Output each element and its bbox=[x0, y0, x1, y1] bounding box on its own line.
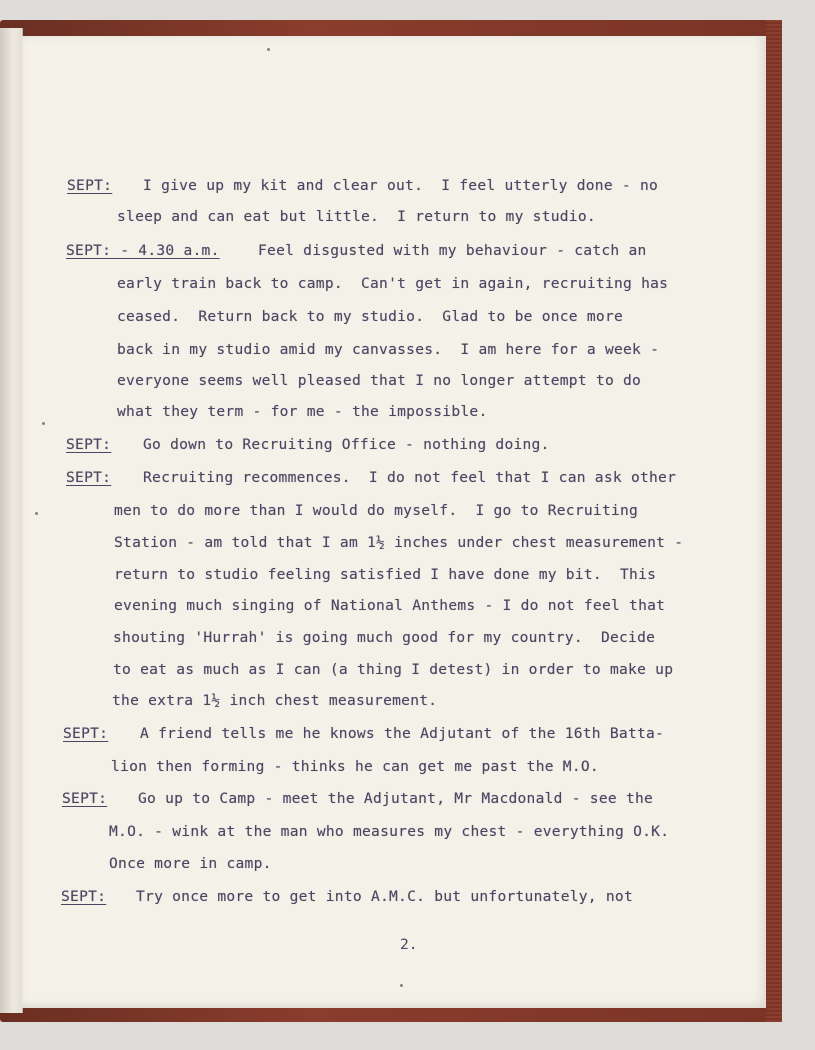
entry-line: Go up to Camp - meet the Adjutant, Mr Macdonald - see the bbox=[138, 790, 654, 807]
entry-line: what they term - for me - the impossible. bbox=[117, 403, 488, 420]
entry-line: sleep and can eat but little. I return to my studio. bbox=[117, 208, 596, 225]
entry-line: men to do more than I would do myself. I go to Recruiting bbox=[114, 502, 639, 519]
entry-line: shouting 'Hurrah' is going much good for my country. Decide bbox=[113, 629, 656, 646]
margin-speck bbox=[35, 512, 38, 515]
entry-date: SEPT: bbox=[63, 725, 109, 742]
entry-line: the extra 1½ inch chest measurement. bbox=[112, 692, 438, 709]
entry-line: Go down to Recruiting Office - nothing doing. bbox=[143, 436, 550, 453]
book-spine-edge bbox=[766, 20, 782, 1022]
entry-line: I give up my kit and clear out. I feel utterly done - no bbox=[143, 177, 659, 194]
entry-line: Try once more to get into A.M.C. but unfortunately, not bbox=[136, 888, 633, 905]
entry-date: SEPT: bbox=[66, 469, 112, 486]
page-number: 2. bbox=[400, 936, 418, 953]
entry-line: ceased. Return back to my studio. Glad to be once more bbox=[117, 308, 624, 325]
paper-speck bbox=[267, 48, 270, 51]
typed-page bbox=[22, 36, 766, 1008]
entry-line: A friend tells me he knows the Adjutant of the 16th Batta- bbox=[140, 725, 665, 742]
entry-date: SEPT: bbox=[67, 177, 113, 194]
entry-date: SEPT: bbox=[66, 436, 112, 453]
entry-line: everyone seems well pleased that I no longer attempt to do bbox=[117, 372, 642, 389]
entry-date: SEPT: bbox=[61, 888, 107, 905]
entry-line: Station - am told that I am 1½ inches under chest measurement - bbox=[114, 534, 684, 551]
left-page-edge bbox=[0, 28, 23, 1013]
entry-line: Once more in camp. bbox=[109, 855, 272, 872]
entry-line: evening much singing of National Anthems - I do not feel that bbox=[114, 597, 666, 614]
entry-line: Recruiting recommences. I do not feel that I can ask other bbox=[143, 469, 677, 486]
entry-date: SEPT: bbox=[62, 790, 108, 807]
entry-line: return to studio feeling satisfied I have done my bit. This bbox=[114, 566, 657, 583]
entry-line: M.O. - wink at the man who measures my chest - everything O.K. bbox=[109, 823, 670, 840]
entry-line: Feel disgusted with my behaviour - catch an bbox=[258, 242, 647, 259]
entry-date: SEPT: - 4.30 a.m. bbox=[66, 242, 220, 259]
entry-line: lion then forming - thinks he can get me past the M.O. bbox=[111, 758, 599, 775]
paper-speck bbox=[400, 984, 403, 987]
entry-line: back in my studio amid my canvasses. I am here for a week - bbox=[117, 341, 660, 358]
entry-line: early train back to camp. Can't get in again, recruiting has bbox=[117, 275, 669, 292]
entry-line: to eat as much as I can (a thing I detest) in order to make up bbox=[113, 661, 674, 678]
typed-text-block bbox=[22, 36, 766, 1008]
margin-speck bbox=[42, 422, 45, 425]
